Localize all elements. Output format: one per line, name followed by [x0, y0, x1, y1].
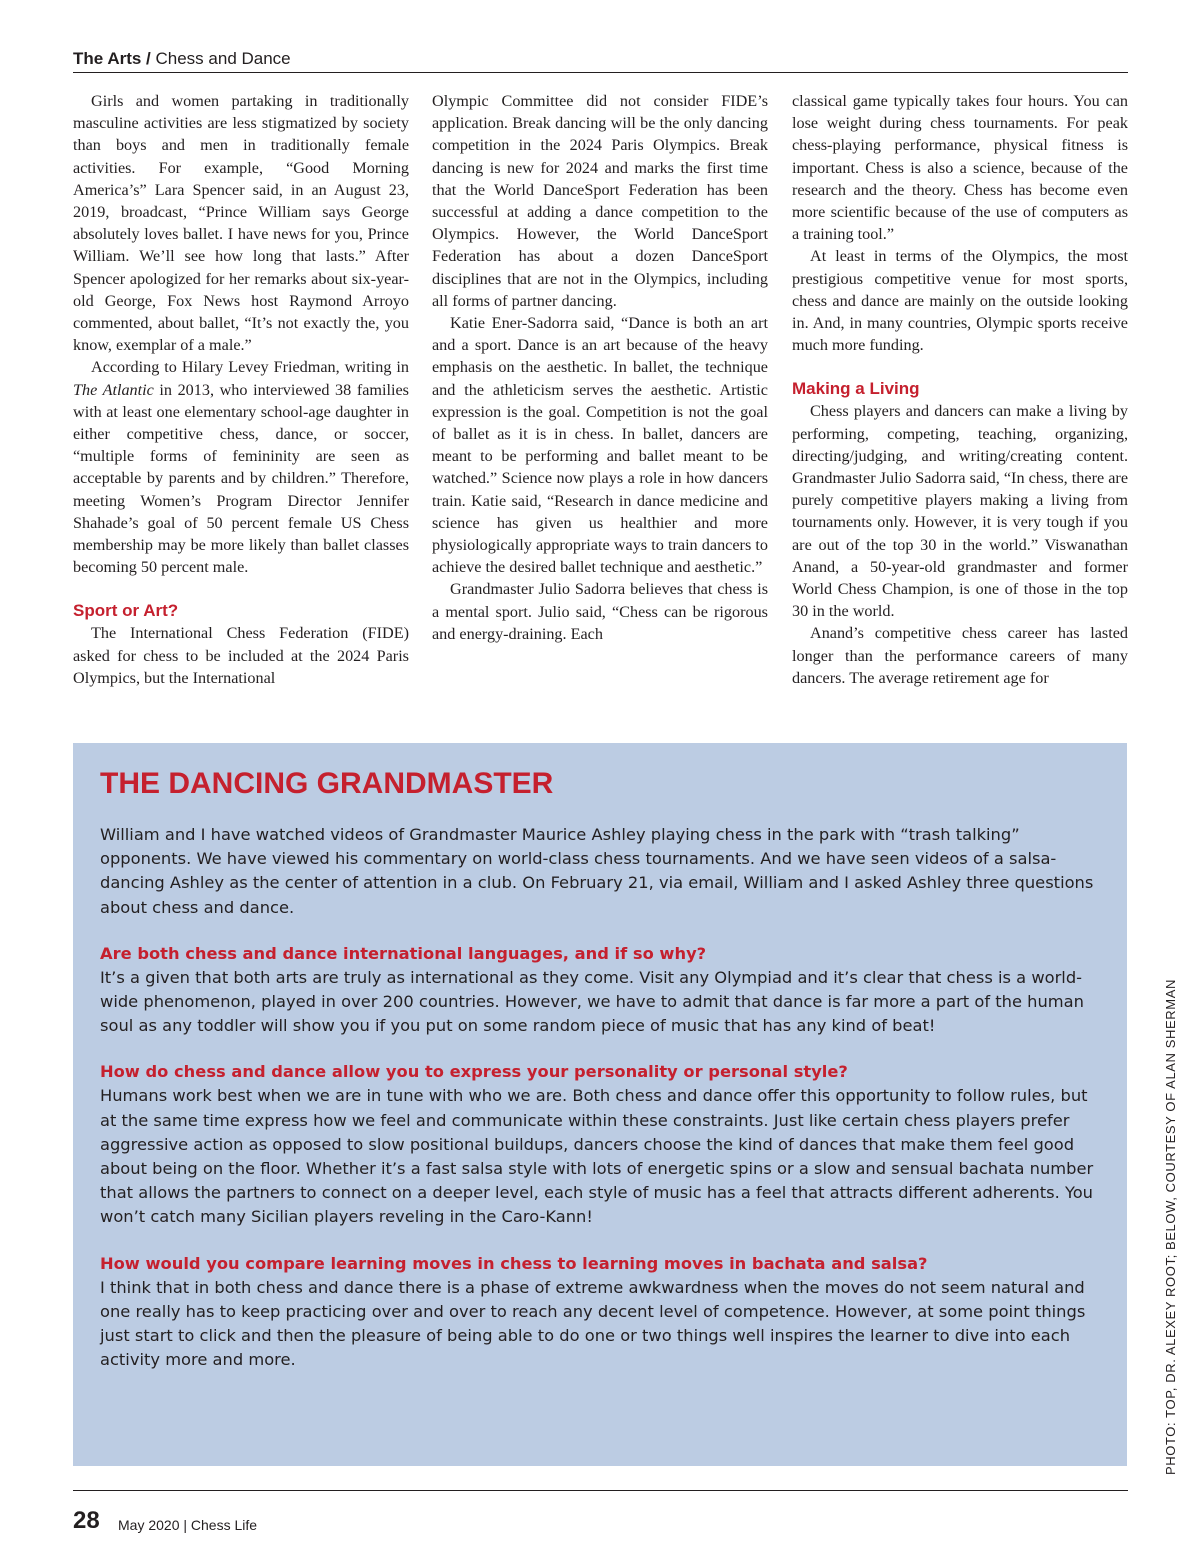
article-column-2	[432, 90, 768, 645]
article-column-3	[792, 90, 1128, 689]
section-heading: Sport or Art?	[73, 601, 179, 621]
page-footer	[73, 1490, 1128, 1541]
paragraph: Olympic Committee did not consider FIDE’s application. Break dancing will be the only dancing competition in the 2024 Paris Olympics. Break dancing is new for 2024 and marks the first time that the World DanceSport Federation has been successful at adding a dance competition to the Olympics. However, the World DanceSport Federation has about a dozen DanceSport disciplines that are not in the Olympics, including all forms of partner dancing.	[432, 92, 768, 310]
paragraph: Katie Ener-Sadorra said, “Dance is both an art and a sport. Dance is an art because of the heavy emphasis on the aesthetic. In ballet, the technique and the athleticism serves the aesthetic. Artistic expression is the goal. Competition is not the goal of ballet as it is in chess. In ballet, dancers are meant to be performing and ballet meant to be watched.” Science now plays a role in how dancers train. Katie said, “Research in dance medicine and science has given us healthier and more physiologically appropriate ways to train dancers to achieve the desired ballet technique and aesthetic.”	[432, 314, 768, 577]
subsection-name: Chess and Dance	[155, 49, 291, 68]
photo-credit: PHOTO: TOP, DR. ALEXEY ROOT; BELOW, COURTESY OF ALAN SHERMAN	[1163, 979, 1178, 1475]
sidebar-intro: William and I have watched videos of Grandmaster Maurice Ashley playing chess in the park with “trash talking” opponents. We have viewed his commentary on world-class chess tournaments. And we have seen videos of a salsa-dancing Ashley as the center of attention in a club. On February 21, via email, William and I asked Ashley three questions about chess and dance.	[100, 825, 1094, 917]
page-number: 28	[73, 1507, 100, 1534]
paragraph: According to Hilary Levey Friedman, writing in The Atlantic in 2013, who interviewed 38 families with at least one elementary school-age daughter in either competitive chess, dance, or soccer, “multiple forms of femininity are seen as acceptable by parents and by children.” Therefore, meeting Women’s Program Director Jennifer Shahade’s goal of 50 percent female US Chess membership may be more likely than ballet classes becoming 50 percent male.	[73, 358, 409, 577]
running-header	[73, 48, 1128, 73]
paragraph: Chess players and dancers can make a living by performing, competing, teaching, organizing, directing/judging, and writing/creating content. Grandmaster Julio Sadorra said, “In chess, there are purely competitive players making a living from tournaments only. However, it is very tough if you are out of the top 30 in the world.” Viswanathan Anand, a 50-year-old grandmaster and former World Chess Champion, is one of those in the top 30 in the world.	[792, 402, 1128, 621]
interview-question: How would you compare learning moves in chess to learning moves in bachata and salsa?	[100, 1253, 928, 1273]
paragraph: Anand’s competitive chess career has lasted longer than the performance careers of many dancers. The average retirement age for	[792, 624, 1128, 687]
sidebar-title: THE DANCING GRANDMASTER	[100, 767, 554, 800]
paragraph: classical game typically takes four hours. You can lose weight during chess tournaments. For peak chess-playing performance, physical fitness is important. Chess is also a science, because of the research and the theory. Chess has become even more scientific because of the use of computers as a training tool.”	[792, 92, 1128, 244]
interview-question: How do chess and dance allow you to express your personality or personal style?	[100, 1062, 848, 1082]
section-heading: Making a Living	[792, 379, 920, 399]
paragraph: The International Chess Federation (FIDE) asked for chess to be included at the 2024 Paris Olympics, but the International	[73, 624, 409, 687]
interview-answer: Humans work best when we are in tune with who we are. Both chess and dance offer this opportunity to follow rules, but at the same time express how we feel and communicate within these constraints. Just like certain chess players prefer aggressive action as opposed to slow positional buildups, dancers choose the kind of dances that make them feel good about being on the floor. Whether it’s a fast salsa style with lots of energetic spins or a slow and sensual bachata number that allows the partners to connect on a deeper level, each style of music has a feel that attracts different adherents. You won’t catch many Sicilian players reveling in the Caro-Kann!	[100, 1086, 1094, 1227]
publication-title: The Atlantic	[73, 380, 154, 399]
paragraph: Girls and women partaking in traditionally masculine activities are less stigmatized by society than boys and men in traditionally female activities. For example, “Good Morning America’s” Lara Spencer said, in an August 23, 2019, broadcast, “Prince William says George absolutely loves ballet. I have news for you, Prince William. We’ll see how long that lasts.” After Spencer apologized for her remarks about six-year-old George, Fox News host Raymond Arroyo commented, about ballet, “It’s not exactly the, you know, exemplar of a male.”	[73, 92, 409, 355]
interview-answer: I think that in both chess and dance there is a phase of extreme awkwardness when the moves do not seem natural and one really has to keep practicing over and over to reach any decent level of competence. However, at some point things just start to click and then the pleasure of being able to do one or two things well inspires the learner to dive into each activity more and more.	[100, 1277, 1086, 1370]
paragraph: Grandmaster Julio Sadorra believes that chess is a mental sport. Julio said, “Chess can be rigorous and energy-draining. Each	[432, 580, 768, 643]
interview-answer: It’s a given that both arts are truly as international as they come. Visit any Olympiad and it’s clear that chess is a world-wide phenomenon, played in over 200 countries. However, we have to admit that dance is far more a part of the human soul as any toddler will show you if you put on some random piece of music that has any kind of beat!	[100, 967, 1084, 1036]
section-separator: /	[141, 49, 156, 68]
section-name: The Arts	[73, 49, 142, 68]
article-column-1	[73, 90, 409, 689]
paragraph: At least in terms of the Olympics, the most prestigious competitive venue for most sports, chess and dance are mainly on the outside looking in. And, in many countries, Olympic sports receive much more funding.	[792, 247, 1128, 355]
issue-info: May 2020 | Chess Life	[118, 1517, 258, 1533]
interview-question: Are both chess and dance international languages, and if so why?	[100, 943, 707, 963]
sidebar-box	[73, 743, 1127, 1466]
